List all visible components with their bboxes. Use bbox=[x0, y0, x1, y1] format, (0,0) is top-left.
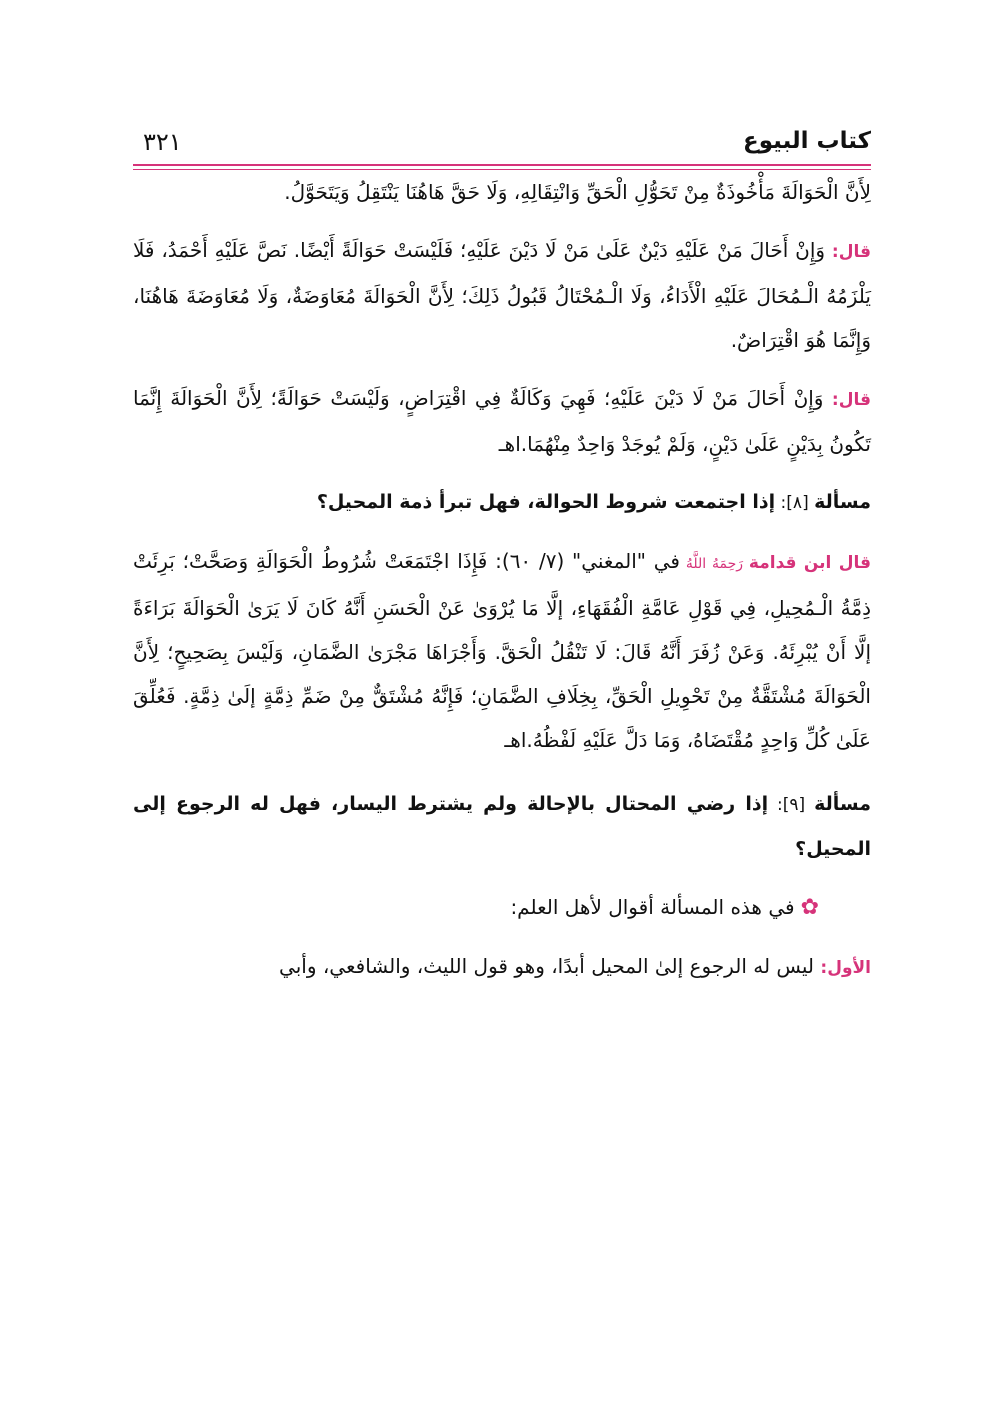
paragraph-4 bbox=[133, 539, 871, 762]
header-rule bbox=[133, 164, 871, 166]
question-8-text: إذا اجتمعت شروط الحوالة، فهل تبرأ ذمة المحيل؟ bbox=[316, 491, 776, 513]
paragraph-6-lead: الأول: bbox=[820, 958, 871, 978]
paragraph-3-text: وَإِنْ أَحَالَ مَنْ لَا دَيْنَ عَلَيْهِ؛ فَهِيَ وَكَالَةٌ فِي اقْتِرَاضٍ، وَلَيْسَتْ حَوَالَةً؛ لِأَنَّ الْحَوَالَةَ إِنَّمَا تَكُونُ بِدَيْنٍ عَلَىٰ دَيْنٍ، وَلَمْ يُوجَدْ وَاحِدٌ مِنْهُمَا.اهـ bbox=[133, 386, 871, 456]
paragraph-4-lead: قال ابن قدامة bbox=[748, 553, 871, 573]
flower-icon: ✿ bbox=[800, 895, 819, 920]
question-9 bbox=[133, 782, 871, 871]
honorific: رَحِمَهُ اللَّهُ bbox=[680, 556, 749, 572]
paragraph-2-text: وَإِنْ أَحَالَ مَنْ عَلَيْهِ دَيْنٌ عَلَىٰ مَنْ لَا دَيْنَ عَلَيْهِ؛ فَلَيْسَتْ حَوَالَةً أَيْضًا. نَصَّ عَلَيْهِ أَحْمَدُ، فَلَا يَلْزَمُهُ الْـمُحَالَ عَلَيْهِ الْأَدَاءُ، وَلَا الْـمُحْتَالُ قَبُولُ ذَلِكَ؛ لِأَنَّ الْحَوَالَةَ مُعَاوَضَةٌ، وَلَا مُعَاوَضَةَ هَاهُنَا، وَإِنَّمَا هُوَ اقْتِرَاضٌ. bbox=[133, 238, 871, 352]
paragraph-6-text: ليس له الرجوع إلىٰ المحيل أبدًا، وهو قول الليث، والشافعي، وأبي bbox=[279, 954, 821, 978]
paragraph-6 bbox=[133, 944, 871, 990]
paragraph-4-text: في "المغني" (٧/ ٦٠): فَإِذَا اجْتَمَعَتْ شُرُوطُ الْحَوَالَةِ وَصَحَّتْ؛ بَرِئَتْ ذِمَّةُ الْـمُحِيلِ، فِي قَوْلِ عَامَّةِ الْفُقَهَاءِ، إلَّا مَا يُرْوَىٰ عَنْ الْحَسَنِ أَنَّهُ كَانَ لَا يَرَىٰ الْحَوَالَةَ بَرَاءَةً إلَّا أَنْ يُبْرِئَهُ. وَعَنْ زُفَرَ أَنَّهُ قَالَ: لَا تَنْقُلُ الْحَقَّ. وَأَجْرَاهَا مَجْرَىٰ الضَّمَانِ، وَلَيْسَ بِصَحِيحٍ؛ لِأَنَّ الْحَوَالَةَ مُشْتَقَّةٌ مِنْ تَحْوِيلِ الْحَقِّ، بِخِلَافِ الضَّمَانِ؛ فَإِنَّهُ مُشْتَقٌّ مِنْ ضَمِّ ذِمَّةٍ إلَىٰ ذِمَّةٍ. فَعُلِّقَ عَلَىٰ كُلِّ وَاحِدٍ مُقْتَضَاهُ، وَمَا دَلَّ عَلَيْهِ لَفْظُهُ.اهـ bbox=[133, 549, 871, 752]
paragraph-1-text: لِأَنَّ الْحَوَالَةَ مَأْخُوذَةٌ مِنْ تَحَوُّلِ الْحَقِّ وَانْتِقَالِهِ، وَلَا حَقَّ هَاهُنَا يَنْتَقِلُ وَيَتَحَوَّلُ. bbox=[284, 180, 871, 204]
page-header bbox=[133, 118, 871, 164]
paragraph-5-text: في هذه المسألة أقوال لأهل العلم: bbox=[510, 895, 795, 919]
question-8 bbox=[133, 480, 871, 525]
page bbox=[133, 118, 871, 990]
question-9-number: [٩]: bbox=[768, 795, 815, 815]
question-9-text: إذا رضي المحتال بالإحالة ولم يشترط اليسار، فهل له الرجوع إلى المحيل؟ bbox=[133, 793, 871, 860]
paragraph-3-lead: قال: bbox=[831, 390, 871, 410]
paragraph-3 bbox=[133, 376, 871, 466]
question-9-tag: مسألة bbox=[814, 793, 871, 815]
paragraph-5 bbox=[133, 885, 871, 930]
page-number: ٣٢١ bbox=[143, 128, 182, 156]
running-title: كتاب البيوع bbox=[743, 128, 871, 154]
paragraph-2 bbox=[133, 228, 871, 362]
paragraph-1 bbox=[133, 170, 871, 214]
question-8-number: [٨]: bbox=[775, 493, 815, 513]
paragraph-2-lead: قال: bbox=[831, 242, 871, 262]
question-8-tag: مسألة bbox=[814, 491, 871, 513]
